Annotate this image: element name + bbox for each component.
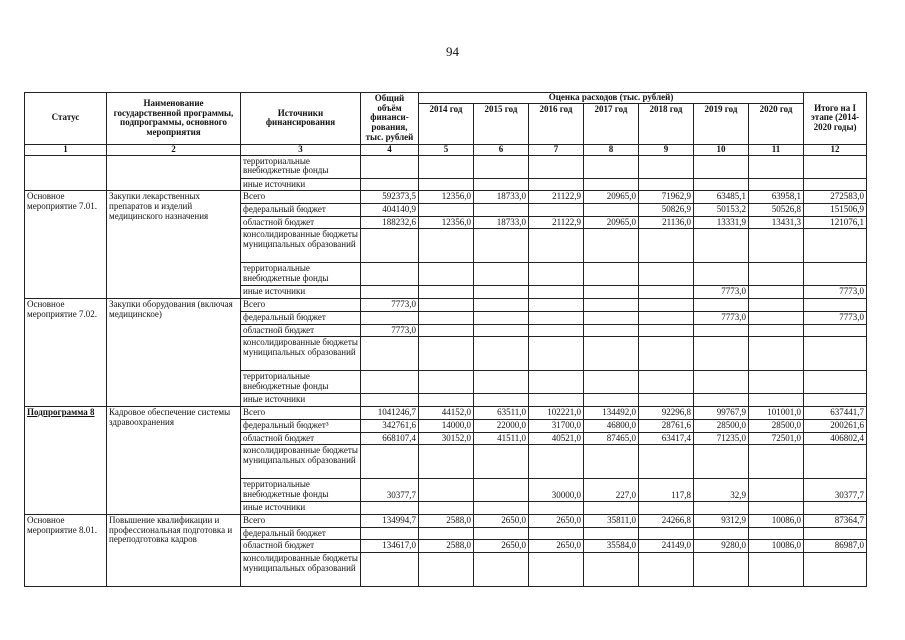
- year-amount-cell: 22000,0: [474, 419, 529, 432]
- year-amount-cell: 117,8: [639, 479, 694, 502]
- year-amount-cell: [584, 553, 639, 587]
- column-number: 3: [241, 144, 361, 155]
- year-amount-cell: [749, 286, 804, 299]
- funding-source-cell: федеральный бюджет³: [241, 419, 361, 432]
- year-amount-cell: 24149,0: [639, 540, 694, 553]
- header-year: 2015 год: [474, 103, 529, 144]
- header-source: Источники финансирования: [241, 93, 361, 145]
- year-amount-cell: [584, 204, 639, 217]
- year-amount-cell: 20965,0: [584, 191, 639, 204]
- stage-total-cell: [804, 263, 867, 286]
- year-amount-cell: [639, 502, 694, 515]
- year-amount-cell: 9280,0: [694, 540, 749, 553]
- year-amount-cell: [639, 299, 694, 312]
- year-amount-cell: [474, 479, 529, 502]
- column-number: 7: [529, 144, 584, 155]
- year-amount-cell: 72501,0: [749, 432, 804, 445]
- stage-total-cell: 151506,9: [804, 204, 867, 217]
- year-amount-cell: [639, 311, 694, 324]
- year-amount-cell: [749, 311, 804, 324]
- year-amount-cell: [639, 553, 694, 587]
- year-amount-cell: 2588,0: [419, 540, 474, 553]
- stage-total-cell: [804, 553, 867, 587]
- year-amount-cell: [749, 263, 804, 286]
- year-amount-cell: [749, 178, 804, 191]
- funding-source-cell: территориальные внебюджетные фонды: [241, 263, 361, 286]
- year-amount-cell: [584, 299, 639, 312]
- year-amount-cell: [474, 299, 529, 312]
- funding-source-cell: территориальные внебюджетные фонды: [241, 155, 361, 178]
- status-cell: [25, 514, 107, 586]
- funding-source-cell: консолидированные бюджеты муниципальных образований: [241, 337, 361, 371]
- year-amount-cell: 50153,2: [694, 204, 749, 217]
- total-amount-cell: [361, 394, 419, 407]
- year-amount-cell: 28500,0: [749, 419, 804, 432]
- funding-source-cell: иные источники: [241, 394, 361, 407]
- year-amount-cell: [749, 337, 804, 371]
- year-amount-cell: 63958,1: [749, 191, 804, 204]
- year-amount-cell: [749, 324, 804, 337]
- stage-total-cell: [804, 324, 867, 337]
- year-amount-cell: [529, 502, 584, 515]
- status-text: Подпрограмма 8: [27, 407, 95, 418]
- year-amount-cell: 87465,0: [584, 432, 639, 445]
- total-amount-cell: 404140,9: [361, 204, 419, 217]
- year-amount-cell: [419, 553, 474, 587]
- year-amount-cell: 18733,0: [474, 216, 529, 229]
- year-amount-cell: [474, 324, 529, 337]
- year-amount-cell: 9312,9: [694, 514, 749, 527]
- year-amount-cell: 99767,9: [694, 407, 749, 420]
- year-amount-cell: [804, 178, 867, 191]
- year-amount-cell: [529, 311, 584, 324]
- year-amount-cell: [694, 155, 749, 178]
- year-amount-cell: 35811,0: [584, 514, 639, 527]
- stage-total-cell: [804, 337, 867, 371]
- year-amount-cell: [584, 337, 639, 371]
- funding-source-cell: территориальные внебюджетные фонды: [241, 371, 361, 394]
- year-amount-cell: [584, 229, 639, 263]
- funding-source-cell: федеральный бюджет: [241, 311, 361, 324]
- program-name-cell: [107, 155, 241, 191]
- year-amount-cell: [474, 178, 529, 191]
- total-amount-cell: [361, 337, 419, 371]
- total-amount-cell: 342761,6: [361, 419, 419, 432]
- year-amount-cell: [529, 337, 584, 371]
- column-number: 2: [107, 144, 241, 155]
- year-amount-cell: [639, 324, 694, 337]
- column-number: 1: [25, 144, 107, 155]
- year-amount-cell: [474, 229, 529, 263]
- year-amount-cell: [584, 263, 639, 286]
- year-amount-cell: [419, 445, 474, 479]
- year-amount-cell: [529, 286, 584, 299]
- year-amount-cell: [694, 445, 749, 479]
- year-amount-cell: [584, 324, 639, 337]
- year-amount-cell: [694, 371, 749, 394]
- year-amount-cell: [529, 204, 584, 217]
- header-year: 2017 год: [584, 103, 639, 144]
- total-amount-cell: 7773,0: [361, 299, 419, 312]
- total-amount-cell: [361, 263, 419, 286]
- total-amount-cell: [361, 527, 419, 540]
- year-amount-cell: [639, 155, 694, 178]
- stage-total-cell: 86987,0: [804, 540, 867, 553]
- year-amount-cell: [419, 311, 474, 324]
- year-amount-cell: [584, 155, 639, 178]
- year-amount-cell: [639, 263, 694, 286]
- stage-total-cell: [804, 394, 867, 407]
- year-amount-cell: [474, 445, 529, 479]
- year-amount-cell: [749, 155, 804, 178]
- year-amount-cell: [419, 371, 474, 394]
- header-year: 2019 год: [694, 103, 749, 144]
- stage-total-cell: 200261,6: [804, 419, 867, 432]
- year-amount-cell: 2650,0: [474, 540, 529, 553]
- stage-total-cell: 406802,4: [804, 432, 867, 445]
- year-amount-cell: [419, 502, 474, 515]
- table-row: [25, 155, 867, 178]
- year-amount-cell: 2650,0: [529, 514, 584, 527]
- header-total: Общий объём финанси-рования, тыс. рублей: [361, 93, 419, 145]
- page-number: 94: [446, 44, 459, 59]
- stage-total-cell: 121076,1: [804, 216, 867, 229]
- program-name-cell: Закупки лекарственных препаратов и изделий медицинского назначения: [107, 191, 241, 299]
- year-amount-cell: 12356,0: [419, 191, 474, 204]
- funding-source-cell: Всего: [241, 191, 361, 204]
- year-amount-cell: 71235,0: [694, 432, 749, 445]
- year-amount-cell: 28500,0: [694, 419, 749, 432]
- year-amount-cell: [474, 286, 529, 299]
- total-amount-cell: 188232,6: [361, 216, 419, 229]
- stage-total-cell: [804, 299, 867, 312]
- year-amount-cell: [529, 178, 584, 191]
- table-row: [25, 407, 867, 420]
- stage-total-cell: 7773,0: [804, 311, 867, 324]
- funding-source-cell: консолидированные бюджеты муниципальных образований: [241, 553, 361, 587]
- funding-source-cell: территориальные внебюджетные фонды: [241, 479, 361, 502]
- year-amount-cell: 50526,8: [749, 204, 804, 217]
- status-text: Основное мероприятие 7.02.: [27, 299, 97, 319]
- year-amount-cell: [749, 445, 804, 479]
- year-amount-cell: 30000,0: [529, 479, 584, 502]
- status-cell: [25, 155, 107, 191]
- year-amount-cell: [694, 263, 749, 286]
- year-amount-cell: [639, 286, 694, 299]
- total-amount-cell: 592373,5: [361, 191, 419, 204]
- year-amount-cell: [639, 527, 694, 540]
- year-amount-cell: [361, 178, 419, 191]
- year-amount-cell: 31700,0: [529, 419, 584, 432]
- year-amount-cell: 2650,0: [474, 514, 529, 527]
- year-amount-cell: [584, 527, 639, 540]
- table-row: [25, 299, 867, 312]
- stage-total-cell: 7773,0: [804, 286, 867, 299]
- year-amount-cell: [419, 178, 474, 191]
- year-amount-cell: [639, 371, 694, 394]
- year-amount-cell: [584, 502, 639, 515]
- year-amount-cell: 32,9: [694, 479, 749, 502]
- funding-source-cell: иные источники: [241, 178, 361, 191]
- header-row-1: [25, 93, 867, 104]
- year-amount-cell: 20965,0: [584, 216, 639, 229]
- funding-source-cell: областной бюджет: [241, 432, 361, 445]
- year-amount-cell: 41511,0: [474, 432, 529, 445]
- year-amount-cell: 40521,0: [529, 432, 584, 445]
- year-amount-cell: [749, 502, 804, 515]
- year-amount-cell: [361, 155, 419, 178]
- funding-source-cell: Всего: [241, 299, 361, 312]
- year-amount-cell: [419, 229, 474, 263]
- year-amount-cell: 12356,0: [419, 216, 474, 229]
- year-amount-cell: [474, 337, 529, 371]
- column-number: 4: [361, 144, 419, 155]
- total-amount-cell: [361, 371, 419, 394]
- year-amount-cell: 7773,0: [694, 286, 749, 299]
- year-amount-cell: [694, 299, 749, 312]
- column-number: 11: [749, 144, 804, 155]
- stage-total-cell: 637441,7: [804, 407, 867, 420]
- year-amount-cell: [639, 445, 694, 479]
- funding-source-cell: иные источники: [241, 286, 361, 299]
- year-amount-cell: 28761,6: [639, 419, 694, 432]
- year-amount-cell: [419, 204, 474, 217]
- funding-source-cell: Всего: [241, 514, 361, 527]
- year-amount-cell: [474, 263, 529, 286]
- year-amount-cell: [749, 299, 804, 312]
- year-amount-cell: [639, 337, 694, 371]
- header-stage-total: Итого на I этапе (2014-2020 годы): [804, 93, 867, 145]
- year-amount-cell: [584, 394, 639, 407]
- total-amount-cell: [361, 286, 419, 299]
- funding-source-cell: иные источники: [241, 502, 361, 515]
- year-amount-cell: [474, 502, 529, 515]
- total-amount-cell: 1041246,7: [361, 407, 419, 420]
- year-amount-cell: [749, 371, 804, 394]
- year-amount-cell: [529, 263, 584, 286]
- year-amount-cell: [529, 394, 584, 407]
- funding-source-cell: федеральный бюджет: [241, 204, 361, 217]
- year-amount-cell: 21136,0: [639, 216, 694, 229]
- column-number: 5: [419, 144, 474, 155]
- year-amount-cell: [529, 445, 584, 479]
- year-amount-cell: [639, 229, 694, 263]
- year-amount-cell: [749, 527, 804, 540]
- header-year: 2014 год: [419, 103, 474, 144]
- funding-source-cell: областной бюджет: [241, 324, 361, 337]
- year-amount-cell: [694, 178, 749, 191]
- year-amount-cell: [419, 286, 474, 299]
- year-amount-cell: 63485,1: [694, 191, 749, 204]
- header-status: Статус: [25, 93, 107, 145]
- stage-total-cell: [804, 229, 867, 263]
- year-amount-cell: [749, 394, 804, 407]
- year-amount-cell: [529, 324, 584, 337]
- year-amount-cell: [474, 204, 529, 217]
- year-amount-cell: [639, 178, 694, 191]
- year-amount-cell: 21122,9: [529, 191, 584, 204]
- funding-source-cell: областной бюджет: [241, 216, 361, 229]
- year-amount-cell: [639, 394, 694, 407]
- year-amount-cell: [694, 324, 749, 337]
- funding-source-cell: консолидированные бюджеты муниципальных образований: [241, 445, 361, 479]
- funding-source-cell: консолидированные бюджеты муниципальных образований: [241, 229, 361, 263]
- status-cell: [25, 191, 107, 299]
- year-amount-cell: [419, 479, 474, 502]
- stage-total-cell: [804, 502, 867, 515]
- total-amount-cell: 30377,7: [361, 479, 419, 502]
- status-cell: [25, 407, 107, 515]
- year-amount-cell: 21122,9: [529, 216, 584, 229]
- year-amount-cell: [749, 553, 804, 587]
- column-number: 12: [804, 144, 867, 155]
- year-amount-cell: [694, 553, 749, 587]
- year-amount-cell: [419, 394, 474, 407]
- year-amount-cell: [474, 311, 529, 324]
- stage-total-cell: [804, 527, 867, 540]
- header-year: 2016 год: [529, 103, 584, 144]
- year-amount-cell: [749, 479, 804, 502]
- year-amount-cell: 63511,0: [474, 407, 529, 420]
- total-amount-cell: [361, 553, 419, 587]
- year-amount-cell: [419, 263, 474, 286]
- total-amount-cell: 134994,7: [361, 514, 419, 527]
- year-amount-cell: 71962,9: [639, 191, 694, 204]
- header-name: Наименование государственной программы, подпрограммы, основного мероприятия: [107, 93, 241, 145]
- year-amount-cell: 44152,0: [419, 407, 474, 420]
- year-amount-cell: [474, 553, 529, 587]
- stage-total-cell: [804, 445, 867, 479]
- year-amount-cell: [419, 299, 474, 312]
- year-amount-cell: [694, 229, 749, 263]
- year-amount-cell: 92296,8: [639, 407, 694, 420]
- year-amount-cell: [529, 229, 584, 263]
- program-name-cell: Закупки оборудования (включая медицинское): [107, 299, 241, 407]
- funding-source-cell: Всего: [241, 407, 361, 420]
- header-estimate: Оценка расходов (тыс. рублей): [419, 93, 804, 104]
- year-amount-cell: 13331,9: [694, 216, 749, 229]
- year-amount-cell: 2650,0: [529, 540, 584, 553]
- year-amount-cell: 35584,0: [584, 540, 639, 553]
- year-amount-cell: 7773,0: [694, 311, 749, 324]
- year-amount-cell: 2588,0: [419, 514, 474, 527]
- header-year: 2020 год: [749, 103, 804, 144]
- year-amount-cell: [419, 155, 474, 178]
- total-amount-cell: [361, 445, 419, 479]
- year-amount-cell: 24266,8: [639, 514, 694, 527]
- year-amount-cell: [474, 371, 529, 394]
- status-text: Основное мероприятие 7.01.: [27, 191, 97, 212]
- year-amount-cell: [694, 337, 749, 371]
- year-amount-cell: 18733,0: [474, 191, 529, 204]
- total-amount-cell: [361, 502, 419, 515]
- year-amount-cell: 63417,4: [639, 432, 694, 445]
- status-cell: [25, 299, 107, 407]
- year-amount-cell: [419, 324, 474, 337]
- stage-total-cell: 272583,0: [804, 191, 867, 204]
- year-amount-cell: [474, 394, 529, 407]
- year-amount-cell: 14000,0: [419, 419, 474, 432]
- year-amount-cell: [529, 299, 584, 312]
- year-amount-cell: [529, 527, 584, 540]
- header-year: 2018 год: [639, 103, 694, 144]
- year-amount-cell: [694, 394, 749, 407]
- year-amount-cell: [529, 553, 584, 587]
- year-amount-cell: [584, 371, 639, 394]
- year-amount-cell: [419, 337, 474, 371]
- table-body: [25, 144, 867, 587]
- year-amount-cell: 46800,0: [584, 419, 639, 432]
- year-amount-cell: 101001,0: [749, 407, 804, 420]
- stage-total-cell: 30377,7: [804, 479, 867, 502]
- table-row: [25, 514, 867, 527]
- funding-source-cell: федеральный бюджет: [241, 527, 361, 540]
- total-amount-cell: 668107,4: [361, 432, 419, 445]
- total-amount-cell: 7773,0: [361, 324, 419, 337]
- year-amount-cell: 227,0: [584, 479, 639, 502]
- column-number: 6: [474, 144, 529, 155]
- year-amount-cell: 10086,0: [749, 540, 804, 553]
- year-amount-cell: 30152,0: [419, 432, 474, 445]
- stage-total-cell: [804, 371, 867, 394]
- column-number: 8: [584, 144, 639, 155]
- program-name-cell: Кадровое обеспечение системы здравоохранения: [107, 407, 241, 515]
- column-number: 10: [694, 144, 749, 155]
- year-amount-cell: [584, 178, 639, 191]
- table-row: [25, 191, 867, 204]
- year-amount-cell: [474, 527, 529, 540]
- total-amount-cell: [361, 311, 419, 324]
- budget-table: [24, 92, 867, 587]
- year-amount-cell: 102221,0: [529, 407, 584, 420]
- year-amount-cell: [529, 155, 584, 178]
- status-text: Основное мероприятие 8.01.: [27, 514, 97, 535]
- year-amount-cell: [584, 445, 639, 479]
- year-amount-cell: [694, 527, 749, 540]
- year-amount-cell: [584, 311, 639, 324]
- year-amount-cell: 13431,3: [749, 216, 804, 229]
- total-amount-cell: [361, 229, 419, 263]
- stage-total-cell: 87364,7: [804, 514, 867, 527]
- year-amount-cell: [804, 155, 867, 178]
- column-number-row: [25, 144, 867, 155]
- column-number: 9: [639, 144, 694, 155]
- year-amount-cell: [474, 155, 529, 178]
- year-amount-cell: [749, 229, 804, 263]
- year-amount-cell: [419, 527, 474, 540]
- year-amount-cell: [694, 502, 749, 515]
- program-name-cell: Повышение квалификации и профессиональная подготовка и переподготовка кадров: [107, 514, 241, 586]
- funding-source-cell: областной бюджет: [241, 540, 361, 553]
- year-amount-cell: [584, 286, 639, 299]
- year-amount-cell: 10086,0: [749, 514, 804, 527]
- year-amount-cell: 50826,9: [639, 204, 694, 217]
- total-amount-cell: 134617,0: [361, 540, 419, 553]
- year-amount-cell: 134492,0: [584, 407, 639, 420]
- year-amount-cell: [529, 371, 584, 394]
